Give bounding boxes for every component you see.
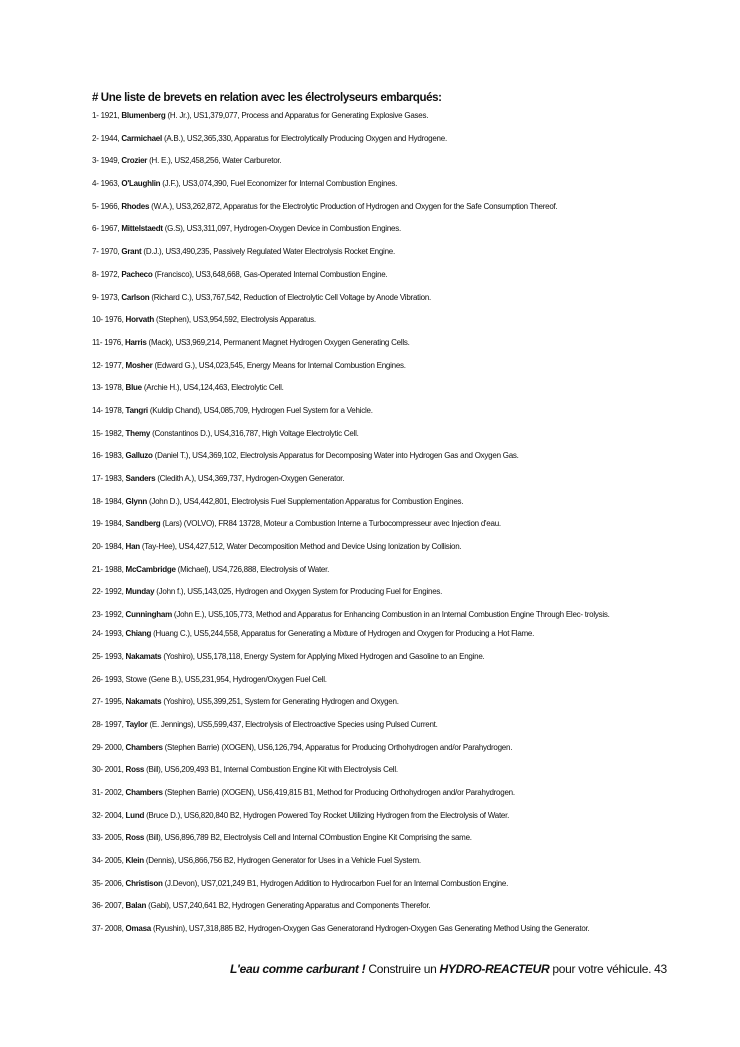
patent-details: (Bill), US6,209,493 B1, Internal Combustion Engine Kit with Electrolysis Cell. [144, 765, 398, 775]
inventor-name: Blumenberg [121, 111, 166, 120]
inventor-name: Taylor [125, 719, 148, 729]
patent-number: 7 [92, 247, 97, 257]
patent-details: (Bruce D.), US6,820,840 B2, Hydrogen Powered Toy Rocket Utilizing Hydrogen from the Electrolysis of Water. [144, 810, 510, 820]
list-item: 37- 2008, Omasa (Ryushin), US7,318,885 B2, Hydrogen-Oxygen Gas Generatorand Hydrogen-Oxygen Gas Generating Method Using the Generator. [92, 924, 590, 934]
patent-year: 1983 [104, 451, 122, 461]
patent-number: 29 [92, 742, 101, 752]
list-item: 15- 1982, Themy (Constantinos D.), US4,316,787, High Voltage Electrolytic Cell. [92, 428, 359, 438]
inventor-name: Harris [124, 337, 147, 347]
patent-details: (Michael), US4,726,888, Electrolysis of Water. [175, 564, 330, 574]
patent-list [92, 110, 692, 946]
patent-year: 1978 [104, 405, 122, 415]
patent-year: 2005 [104, 833, 122, 843]
patent-year: 1982 [104, 428, 122, 438]
list-item: 22- 1992, Munday (John f.), US5,143,025, Hydrogen and Oxygen System for Producing Fuel for Engines. [92, 587, 443, 597]
list-item: 32- 2004, Lund (Bruce D.), US6,820,840 B2, Hydrogen Powered Toy Rocket Utilizing Hydrogen from the Electrolysis of Water. [92, 810, 510, 820]
inventor-name: McCambridge [125, 564, 176, 574]
patent-details: (W.A.), US3,262,872, Apparatus for the Electrolytic Production of Hydrogen and Oxygen for the Safe Consumption Thereof. [149, 201, 558, 211]
patent-details: (Cledith A.), US4,369,737, Hydrogen-Oxygen Generator. [155, 474, 345, 483]
inventor-name: Balan [125, 901, 147, 911]
patent-year: 2005 [104, 856, 122, 865]
patent-year: 2004 [104, 810, 122, 820]
patent-number: 4 [92, 179, 97, 189]
list-item: 30- 2001, Ross (Bill), US6,209,493 B1, Internal Combustion Engine Kit with Electrolysis Cell. [92, 765, 398, 775]
list-item: 5- 1966, Rhodes (W.A.), US3,262,872, Apparatus for the Electrolytic Production of Hydrogen and Oxygen for the Safe Consumption Thereof. [92, 201, 558, 211]
patent-details: (H. Jr.), US1,379,077, Process and Apparatus for Generating Explosive Gases. [165, 111, 429, 120]
patent-year: 1949 [100, 156, 118, 166]
patent-details: (John E.), US5,105,773, Method and Apparatus for Enhancing Combustion in an Internal Combustion Engine Through Elec- trolysis. [171, 610, 610, 620]
patent-details: (Lars) (VOLVO), FR84 13728, Moteur a Combustion Interne a Turbocompresseur avec Injection d'eau. [160, 519, 501, 529]
inventor-name: Omasa [125, 924, 151, 934]
patent-number: 9 [92, 292, 97, 302]
patent-details: (D.J.), US3,490,235, Passively Regulated Water Electrolysis Rocket Engine. [141, 247, 395, 257]
patent-number: 12 [92, 360, 101, 370]
patent-year: 1997 [104, 719, 122, 729]
patent-year: 1944 [100, 133, 118, 143]
patent-number: 23 [92, 610, 101, 620]
patent-number: 13 [92, 383, 101, 393]
list-item: 12- 1977, Mosher (Edward G.), US4,023,545, Energy Means for Internal Combustion Engines. [92, 360, 406, 370]
inventor-name: Sandberg [125, 519, 161, 529]
patent-year: 1984 [104, 519, 122, 529]
list-item: 13- 1978, Blue (Archie H.), US4,124,463, Electrolytic Cell. [92, 383, 284, 393]
footer-page-number: pour votre véhicule. 43 [549, 962, 667, 976]
list-item: 21- 1988, McCambridge (Michael), US4,726,888, Electrolysis of Water. [92, 564, 330, 574]
inventor-name: Klein [125, 856, 144, 865]
patent-year: 1978 [104, 383, 122, 393]
patent-number: 14 [92, 405, 101, 415]
patent-year: 1993 [104, 674, 122, 684]
list-item: 9- 1973, Carlson (Richard C.), US3,767,542, Reduction of Electrolytic Cell Voltage by Anode Vibration. [92, 292, 432, 302]
patent-number: 22 [92, 587, 101, 597]
patent-year: 1993 [104, 629, 122, 639]
patent-details: (Huang C.), US5,244,558, Apparatus for Generating a Mixture of Hydrogen and Oxygen for Producing a Hot Flame. [151, 629, 535, 639]
list-item: 34- 2005, Klein (Dennis), US6,866,756 B2, Hydrogen Generator for Uses in a Vehicle Fuel System. [92, 856, 421, 865]
patent-year: 1993 [104, 651, 122, 661]
patent-number: 34 [92, 856, 101, 865]
patent-number: 15 [92, 428, 101, 438]
patent-number: 3 [92, 156, 97, 166]
footer-product: HYDRO-REACTEUR [439, 962, 550, 976]
list-item: 8- 1972, Pacheco (Francisco), US3,648,668, Gas-Operated Internal Combustion Engine. [92, 269, 388, 279]
patent-details: (Yoshiro), US5,399,251, System for Generating Hydrogen and Oxygen. [161, 697, 399, 707]
patent-details: (Tay-Hee), US4,427,512, Water Decomposition Method and Device Using Ionization by Collision. [139, 542, 462, 552]
patent-number: 17 [92, 474, 101, 483]
patent-number: 16 [92, 451, 101, 461]
patent-number: 18 [92, 496, 101, 506]
patent-number: 26 [92, 674, 101, 684]
inventor-name: Mosher [125, 360, 153, 370]
inventor-name: Grant [121, 247, 142, 257]
patent-year: 1972 [100, 269, 118, 279]
patent-details: (J.Devon), US7,021,249 B1, Hydrogen Addition to Hydrocarbon Fuel for an Internal Combustion Engine. [162, 878, 509, 888]
inventor-name: O'Laughlin [121, 179, 161, 189]
patent-number: 28 [92, 719, 101, 729]
patent-number: 25 [92, 651, 101, 661]
list-item: 7- 1970, Grant (D.J.), US3,490,235, Passively Regulated Water Electrolysis Rocket Engine. [92, 247, 395, 257]
patent-details: (Richard C.), US3,767,542, Reduction of Electrolytic Cell Voltage by Anode Vibration. [149, 292, 432, 302]
list-item: 3- 1949, Crozier (H. E.), US2,458,256, Water Carburetor. [92, 156, 282, 166]
patent-year: 1992 [104, 610, 122, 620]
list-item: 1- 1921, Blumenberg (H. Jr.), US1,379,077, Process and Apparatus for Generating Explosive Gases. [92, 111, 429, 120]
patent-year: 1966 [100, 201, 118, 211]
list-item: 24- 1993, Chiang (Huang C.), US5,244,558, Apparatus for Generating a Mixture of Hydrogen and Oxygen for Producing a Hot Flame. [92, 629, 535, 639]
patent-details: (J.F.), US3,074,390, Fuel Economizer for Internal Combustion Engines. [160, 179, 398, 189]
patent-number: 1 [92, 111, 97, 120]
patent-details: (Archie H.), US4,124,463, Electrolytic Cell. [141, 383, 284, 393]
list-item: 11- 1976, Harris (Mack), US3,969,214, Permanent Magnet Hydrogen Oxygen Generating Cells. [92, 337, 410, 347]
patent-year: 1973 [100, 292, 118, 302]
list-item: 35- 2006, Christison (J.Devon), US7,021,249 B1, Hydrogen Addition to Hydrocarbon Fuel for an Internal Combustion Engine. [92, 878, 509, 888]
inventor-name: Christison [125, 878, 163, 888]
patent-number: 11 [92, 337, 100, 347]
patent-details: (John f.), US5,143,025, Hydrogen and Oxygen System for Producing Fuel for Engines. [154, 587, 443, 597]
patent-year: 1984 [104, 542, 122, 552]
list-item: 23- 1992, Cunningham (John E.), US5,105,773, Method and Apparatus for Enhancing Combustion in an Internal Combustion Engine Through Elec- trolysis. [92, 610, 610, 620]
inventor-name: Themy [125, 428, 151, 438]
patent-details: (Yoshiro), US5,178,118, Energy System for Applying Mixed Hydrogen and Gasoline to an Engine. [161, 651, 485, 661]
patent-number: 19 [92, 519, 101, 529]
patent-year: 2001 [104, 765, 122, 775]
inventor-name: Munday [125, 587, 155, 597]
inventor-name: Chambers [125, 742, 163, 752]
patent-details: (Kuldip Chand), US4,085,709, Hydrogen Fuel System for a Vehicle. [147, 405, 373, 415]
patent-year: 1963 [100, 179, 118, 189]
inventor-name: Rhodes [121, 201, 150, 211]
patent-number: 21 [92, 564, 101, 574]
inventor-name: Pacheco [121, 269, 153, 279]
list-item: 2- 1944, Carmichael (A.B.), US2,365,330, Apparatus for Electrolytically Producing Oxygen and Hydrogene. [92, 133, 447, 143]
list-item: 19- 1984, Sandberg (Lars) (VOLVO), FR84 13728, Moteur a Combustion Interne a Turbocompresseur avec Injection d'eau. [92, 519, 501, 529]
patent-details: (Stephen Barrie) (XOGEN), US6,419,815 B1, Method for Producing Orthohydrogen and/or Parahydrogen. [162, 787, 515, 797]
inventor-name: Sanders [125, 474, 156, 483]
patent-number: 8 [92, 269, 97, 279]
patent-number: 20 [92, 542, 101, 552]
footer-text: Construire un [365, 962, 440, 976]
patent-details: (E. Jennings), US5,599,437, Electrolysis of Electroactive Species using Pulsed Current. [147, 719, 438, 729]
inventor-name: Carlson [121, 292, 150, 302]
patent-details: (Stephen), US3,954,592, Electrolysis Apparatus. [154, 315, 316, 325]
list-item: 4- 1963, O'Laughlin (J.F.), US3,074,390, Fuel Economizer for Internal Combustion Engines. [92, 179, 398, 189]
list-item: 26- 1993, Stowe (Gene B.), US5,231,954, Hydrogen/Oxygen Fuel Cell. [92, 674, 327, 684]
patent-details: (Bill), US6,896,789 B2, Electrolysis Cell and Internal COmbustion Engine Kit Comprising the same. [144, 833, 472, 843]
patent-number: 32 [92, 810, 101, 820]
inventor-name: Chambers [125, 787, 163, 797]
inventor-name: Han [125, 542, 140, 552]
list-heading: # Une liste de brevets en relation avec les électrolyseurs embarqués: [92, 92, 442, 104]
patent-year: 1976 [104, 337, 121, 347]
patent-year: 2008 [104, 924, 122, 934]
patent-year: 2002 [104, 787, 122, 797]
patent-number: 27 [92, 697, 101, 707]
patent-year: 1988 [104, 564, 122, 574]
patent-number: 35 [92, 878, 101, 888]
list-item: 20- 1984, Han (Tay-Hee), US4,427,512, Water Decomposition Method and Device Using Ionization by Collision. [92, 542, 462, 552]
inventor-name: Galluzo [125, 451, 153, 461]
patent-details: (Daniel T.), US4,369,102, Electrolysis Apparatus for Decomposing Water into Hydrogen Gas and Oxygen Gas. [152, 451, 519, 461]
patent-year: 2007 [104, 901, 122, 911]
list-item: 36- 2007, Balan (Gabi), US7,240,641 B2, Hydrogen Generating Apparatus and Components Therefor. [92, 901, 431, 911]
patent-details: (A.B.), US2,365,330, Apparatus for Electrolytically Producing Oxygen and Hydrogene. [161, 133, 447, 143]
footer-title: L'eau comme carburant ! [230, 962, 366, 976]
patent-details: (Francisco), US3,648,668, Gas-Operated Internal Combustion Engine. [152, 269, 388, 279]
patent-number: 31 [92, 787, 101, 797]
inventor-name: Mittelstaedt [121, 224, 163, 234]
page-footer [230, 962, 667, 976]
patent-year: 1983 [104, 474, 122, 483]
inventor-name: Glynn [125, 496, 147, 506]
inventor-name: Tangri [125, 405, 148, 415]
patent-year: 1992 [104, 587, 122, 597]
list-item: 16- 1983, Galluzo (Daniel T.), US4,369,102, Electrolysis Apparatus for Decomposing Water into Hydrogen Gas and Oxygen Gas. [92, 451, 519, 461]
list-item: 29- 2000, Chambers (Stephen Barrie) (XOGEN), US6,126,794, Apparatus for Producing Orthohydrogen and/or Parahydrogen. [92, 742, 513, 752]
inventor-name: Cunningham [125, 610, 172, 620]
list-item: 18- 1984, Glynn (John D.), US4,442,801, Electrolysis Fuel Supplementation Apparatus for Combustion Engines. [92, 496, 464, 506]
patent-year: 1976 [104, 315, 122, 325]
patent-details: (Stephen Barrie) (XOGEN), US6,126,794, Apparatus for Producing Orthohydrogen and/or Parahydrogen. [162, 742, 513, 752]
patent-details: (G.S), US3,311,097, Hydrogen-Oxygen Device in Combustion Engines. [162, 224, 401, 234]
list-item: 10- 1976, Horvath (Stephen), US3,954,592, Electrolysis Apparatus. [92, 315, 316, 325]
inventor-name: Horvath [125, 315, 155, 325]
patent-details: (Edward G.), US4,023,545, Energy Means for Internal Combustion Engines. [152, 360, 406, 370]
patent-year: 1977 [104, 360, 122, 370]
list-item: 17- 1983, Sanders (Cledith A.), US4,369,737, Hydrogen-Oxygen Generator. [92, 474, 345, 483]
patent-number: 36 [92, 901, 101, 911]
patent-details: (H. E.), US2,458,256, Water Carburetor. [147, 156, 282, 166]
inventor-name: Nakamats [125, 697, 162, 707]
patent-details: (Gabi), US7,240,641 B2, Hydrogen Generating Apparatus and Components Therefor. [146, 901, 431, 911]
patent-year: 2006 [104, 878, 122, 888]
patent-details: (Ryushin), US7,318,885 B2, Hydrogen-Oxygen Gas Generatorand Hydrogen-Oxygen Gas Generating Method Using the Generator. [150, 924, 590, 934]
inventor-name: Nakamats [125, 651, 162, 661]
patent-number: 33 [92, 833, 101, 843]
patent-year: 1984 [104, 496, 122, 506]
inventor-name: Ross [125, 833, 145, 843]
list-item: 33- 2005, Ross (Bill), US6,896,789 B2, Electrolysis Cell and Internal COmbustion Engine Kit Comprising the same. [92, 833, 472, 843]
patent-number: 24 [92, 629, 101, 639]
list-item: 25- 1993, Nakamats (Yoshiro), US5,178,118, Energy System for Applying Mixed Hydrogen and Gasoline to an Engine. [92, 651, 485, 661]
patent-year: 1995 [104, 697, 122, 707]
list-item: 6- 1967, Mittelstaedt (G.S), US3,311,097, Hydrogen-Oxygen Device in Combustion Engines. [92, 224, 401, 234]
inventor-name: Ross [125, 765, 145, 775]
patent-number: 2 [92, 133, 97, 143]
list-item: 14- 1978, Tangri (Kuldip Chand), US4,085,709, Hydrogen Fuel System for a Vehicle. [92, 405, 373, 415]
inventor-name: Blue [125, 383, 142, 393]
patent-details: (Constantinos D.), US4,316,787, High Voltage Electrolytic Cell. [150, 428, 359, 438]
patent-details: (Dennis), US6,866,756 B2, Hydrogen Generator for Uses in a Vehicle Fuel System. [143, 856, 421, 865]
inventor-name: Chiang [125, 629, 152, 639]
patent-year: 1921 [100, 111, 118, 120]
patent-number: 30 [92, 765, 101, 775]
inventor-name: Lund [125, 810, 145, 820]
inventor-name: Crozier [121, 156, 148, 166]
patent-number: 10 [92, 315, 101, 325]
patent-year: 2000 [104, 742, 122, 752]
patent-number: 5 [92, 201, 97, 211]
patent-number: 37 [92, 924, 101, 934]
patent-details: (Mack), US3,969,214, Permanent Magnet Hydrogen Oxygen Generating Cells. [146, 337, 410, 347]
patent-number: 6 [92, 224, 97, 234]
list-item: 31- 2002, Chambers (Stephen Barrie) (XOGEN), US6,419,815 B1, Method for Producing Orthohydrogen and/or Parahydrogen. [92, 787, 515, 797]
patent-details: Stowe (Gene B.), US5,231,954, Hydrogen/Oxygen Fuel Cell. [125, 674, 327, 684]
patent-year: 1967 [100, 224, 118, 234]
patent-details: (John D.), US4,442,801, Electrolysis Fuel Supplementation Apparatus for Combustion Engines. [146, 496, 464, 506]
inventor-name: Carmichael [121, 133, 162, 143]
list-item: 27- 1995, Nakamats (Yoshiro), US5,399,251, System for Generating Hydrogen and Oxygen. [92, 697, 399, 707]
patent-year: 1970 [100, 247, 118, 257]
list-item: 28- 1997, Taylor (E. Jennings), US5,599,437, Electrolysis of Electroactive Species using Pulsed Current. [92, 719, 438, 729]
